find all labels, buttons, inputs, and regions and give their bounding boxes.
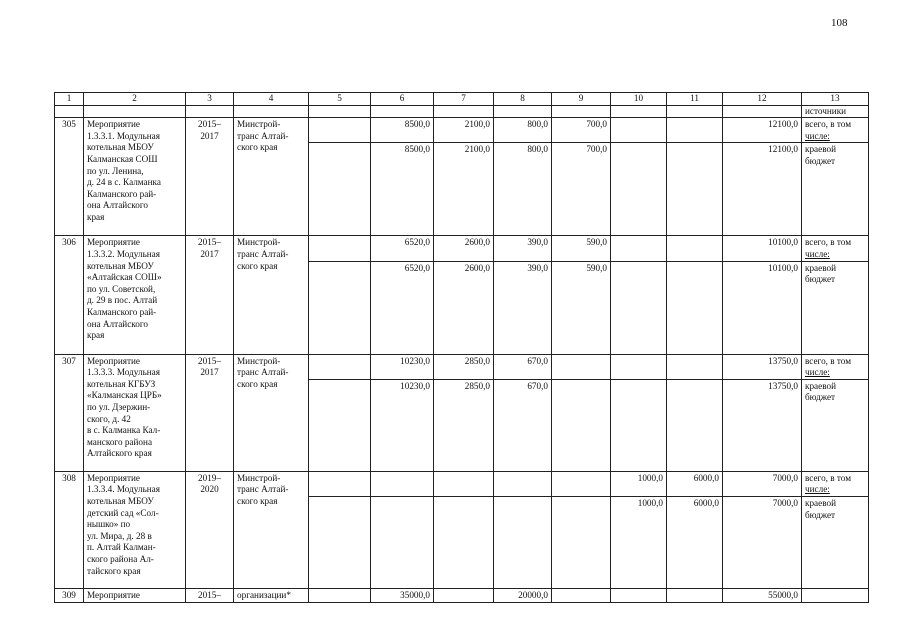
measure-description-line: котельная МБОУ [87,260,154,271]
measure-description-line: Калманского рай- [87,188,157,199]
amount-c5 [309,261,371,354]
funding-source-line: всего, в том [805,472,852,483]
implementation-period-line: 2015– [198,119,221,130]
amount-c8 [494,496,552,588]
amount-c7: 2600,0 [434,261,494,354]
measure-description-line: «Алтайская СОШ» [87,272,162,283]
funding-source-line: краевой [805,380,836,391]
executor-line: Минстрой- [237,119,281,130]
measure-description-line: она Алтайского [87,200,149,211]
amount-c10 [611,354,667,379]
amount-c6: 35000,0 [371,588,434,602]
funding-source-line: бюджет [805,392,836,403]
column-number-11: 11 [667,93,723,106]
measure-description-line: ул. Мира, д. 28 в [87,530,152,541]
measure-description-line: ского района Ал- [87,553,154,564]
measure-description-line: по ул. Дзержин- [87,401,151,412]
row-number: 305 [55,118,84,236]
amount-c11 [667,379,723,471]
amount-c11 [667,236,723,261]
funding-source-line: числе: [805,130,830,141]
amount-c5 [309,496,371,588]
amount-c5 [309,118,371,143]
amount-c8 [494,471,552,496]
implementation-period [186,588,234,602]
funding-source-line: бюджет [805,274,836,285]
measure-description [84,118,186,236]
executor-line: ского края [237,142,278,153]
amount-c7: 2850,0 [434,379,494,471]
empty-cell [723,105,802,118]
funding-source-line: краевой [805,262,836,273]
amount-c7 [434,496,494,588]
amount-c12: 7000,0 [723,496,802,588]
amount-c8: 390,0 [494,261,552,354]
measure-description-line: Мероприятие [87,237,140,248]
funding-source-line: всего, в том [805,119,852,130]
empty-cell [611,105,667,118]
implementation-period-line: 2017 [200,367,219,378]
amount-c7 [434,588,494,602]
measure-description-line: манского района [87,436,153,447]
amount-c6 [371,496,434,588]
executor [234,471,309,588]
amount-c9 [552,588,611,602]
implementation-period-line: 2015– [198,589,221,600]
amount-c9: 590,0 [552,236,611,261]
implementation-period-line: 2017 [200,248,219,259]
column-number-header-row [55,93,869,106]
measure-description-line: 1.3.3.4. Модульная [87,484,160,495]
amount-c8: 800,0 [494,143,552,236]
column-subheader-row [55,105,869,118]
implementation-period [186,354,234,471]
column-number-13: 13 [802,93,869,106]
amount-c12: 10100,0 [723,261,802,354]
amount-c8: 390,0 [494,236,552,261]
measure-description-line: тайского края [87,565,141,576]
amount-c7: 2100,0 [434,143,494,236]
amount-c11 [667,588,723,602]
amount-c6: 10230,0 [371,354,434,379]
program-measures-table [54,92,869,603]
table-row [55,118,869,143]
executor-line: организации* [237,589,291,600]
executor-line: Минстрой- [237,237,281,248]
amount-c5 [309,236,371,261]
measure-description-line: нышко» по [87,519,131,530]
amount-c12: 12100,0 [723,143,802,236]
executor-line: транс Алтай- [237,484,289,495]
empty-cell [667,105,723,118]
funding-source [802,354,869,379]
measure-description-line: она Алтайского [87,318,149,329]
amount-c5 [309,354,371,379]
amount-c10: 1000,0 [611,471,667,496]
amount-c11 [667,118,723,143]
implementation-period [186,236,234,354]
funding-source-line: бюджет [805,155,836,166]
measure-description-line: п. Алтай Калман- [87,542,156,553]
empty-cell [552,105,611,118]
executor [234,236,309,354]
amount-c9: 700,0 [552,143,611,236]
amount-c7 [434,471,494,496]
executor-line: Минстрой- [237,472,281,483]
executor-line: ского края [237,378,278,389]
table-row [55,588,869,602]
implementation-period-line: 2015– [198,237,221,248]
amount-c10: 1000,0 [611,496,667,588]
amount-c12: 10100,0 [723,236,802,261]
measure-description-line: детский сад «Сол- [87,507,159,518]
amount-c12: 13750,0 [723,354,802,379]
amount-c6: 8500,0 [371,118,434,143]
amount-c6: 10230,0 [371,379,434,471]
amount-c7: 2100,0 [434,118,494,143]
executor-line: ского края [237,495,278,506]
empty-cell [309,105,371,118]
amount-c10 [611,261,667,354]
funding-source [802,379,869,471]
amount-c5 [309,379,371,471]
amount-c11 [667,143,723,236]
column-number-1: 1 [55,93,84,106]
amount-c7: 2600,0 [434,236,494,261]
column-number-2: 2 [84,93,186,106]
amount-c9: 590,0 [552,261,611,354]
empty-cell [84,105,186,118]
funding-source-line: числе: [805,484,830,495]
funding-source [802,236,869,261]
amount-c6 [371,471,434,496]
table-row [55,471,869,496]
empty-cell [55,105,84,118]
amount-c12: 12100,0 [723,118,802,143]
funding-source [802,471,869,496]
amount-c8: 800,0 [494,118,552,143]
measure-description-line: 1.3.3.2. Модульная [87,248,160,259]
row-number: 308 [55,471,84,588]
measure-description-line: ского, д. 42 [87,413,131,424]
measure-description [84,354,186,471]
funding-source-line: краевой [805,497,836,508]
amount-c5 [309,471,371,496]
funding-source-line: всего, в том [805,237,852,248]
measure-description-line: д. 24 в с. Калманка [87,177,161,188]
measure-description-line: котельная КГБУЗ [87,378,156,389]
amount-c9: 700,0 [552,118,611,143]
table-row [55,236,869,261]
row-number: 306 [55,236,84,354]
measure-description-line: 1.3.3.1. Модульная [87,130,160,141]
funding-source-line: всего, в том [805,355,852,366]
empty-cell [434,105,494,118]
empty-cell [186,105,234,118]
executor [234,118,309,236]
column-number-4: 4 [234,93,309,106]
amount-c10 [611,236,667,261]
amount-c9 [552,496,611,588]
executor-line: Минстрой- [237,355,281,366]
amount-c11: 6000,0 [667,496,723,588]
executor-line: ского края [237,260,278,271]
implementation-period-line: 2019– [198,472,221,483]
measure-description-line: Алтайского края [87,448,152,459]
measure-description [84,236,186,354]
amount-c8: 20000,0 [494,588,552,602]
column-number-9: 9 [552,93,611,106]
amount-c10 [611,379,667,471]
implementation-period-line: 2015– [198,355,221,366]
executor-line: транс Алтай- [237,248,289,259]
amount-c6: 8500,0 [371,143,434,236]
measure-description-line: Мероприятие [87,119,140,130]
row-number: 309 [55,588,84,602]
page-number: 108 [831,17,848,29]
column-number-10: 10 [611,93,667,106]
column-number-6: 6 [371,93,434,106]
measure-description-line: котельная МБОУ [87,495,154,506]
measure-description-line: Калманская СОШ [87,153,158,164]
empty-cell [234,105,309,118]
table-row [55,354,869,379]
executor [234,354,309,471]
amount-c6: 6520,0 [371,261,434,354]
measure-description [84,588,186,602]
column-number-3: 3 [186,93,234,106]
amount-c9 [552,379,611,471]
implementation-period-line: 2017 [200,130,219,141]
measure-description-line: Мероприятие [87,589,140,600]
measure-description-line: Мероприятие [87,472,140,483]
amount-c11: 6000,0 [667,471,723,496]
amount-c10 [611,588,667,602]
amount-c5 [309,143,371,236]
measure-description-line: д. 29 в пос. Алтай [87,295,158,306]
funding-source-line: краевой [805,144,836,155]
implementation-period [186,471,234,588]
measure-description-line: края [87,330,105,341]
funding-source [802,496,869,588]
measure-description-line: по ул. Советской, [87,283,156,294]
measure-description-line: 1.3.3.3. Модульная [87,367,160,378]
measure-description-line: Мероприятие [87,355,140,366]
funding-source [802,261,869,354]
measure-description-line: Калманского рай- [87,306,157,317]
amount-c10 [611,118,667,143]
empty-cell [371,105,434,118]
executor-line: транс Алтай- [237,367,289,378]
amount-c7: 2850,0 [434,354,494,379]
implementation-period [186,118,234,236]
amount-c10 [611,143,667,236]
amount-c8: 670,0 [494,379,552,471]
column-number-8: 8 [494,93,552,106]
amount-c12: 7000,0 [723,471,802,496]
amount-c6: 6520,0 [371,236,434,261]
amount-c12: 13750,0 [723,379,802,471]
amount-c11 [667,261,723,354]
amount-c11 [667,354,723,379]
column-number-5: 5 [309,93,371,106]
funding-source [802,588,869,602]
measure-description-line: края [87,211,105,222]
amount-c9 [552,354,611,379]
measure-description [84,471,186,588]
empty-cell [494,105,552,118]
funding-source [802,143,869,236]
amount-c8: 670,0 [494,354,552,379]
measure-description-line: котельная МБОУ [87,142,154,153]
column-number-12: 12 [723,93,802,106]
amount-c9 [552,471,611,496]
implementation-period-line: 2020 [200,484,219,495]
measure-description-line: по ул. Ленина, [87,165,144,176]
row-number: 307 [55,354,84,471]
funding-source-line: числе: [805,248,830,259]
executor-line: транс Алтай- [237,130,289,141]
amount-c5 [309,588,371,602]
funding-source [802,118,869,143]
sources-subheader: источники [802,105,869,118]
amount-c12: 55000,0 [723,588,802,602]
measure-description-line: «Калманская ЦРБ» [87,390,162,401]
measure-description-line: в с. Калманка Кал- [87,425,161,436]
executor [234,588,309,602]
funding-source-line: бюджет [805,509,836,520]
funding-source-line: числе: [805,367,830,378]
column-number-7: 7 [434,93,494,106]
